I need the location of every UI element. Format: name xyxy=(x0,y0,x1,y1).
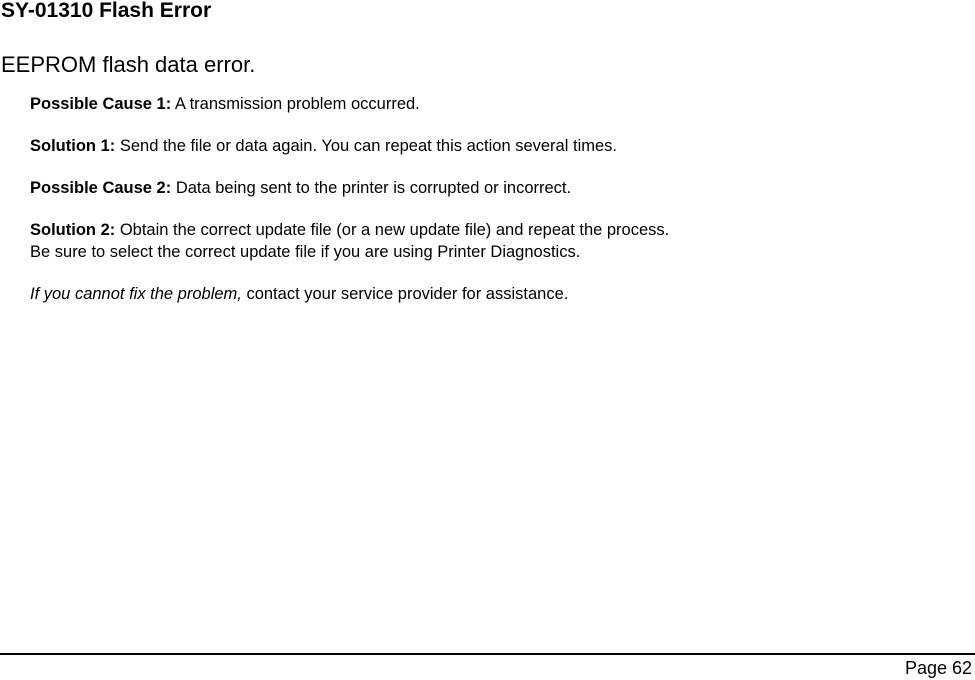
error-description: EEPROM flash data error. xyxy=(1,52,256,77)
possible-cause-2-text: Data being sent to the printer is corrupted or incorrect. xyxy=(171,179,572,197)
solution-2-label: Solution 2: xyxy=(30,221,116,239)
closing-note-text: contact your service provider for assistance. xyxy=(241,285,569,303)
page-title: SY-01310 Flash Error xyxy=(1,0,212,22)
possible-cause-2 xyxy=(30,177,670,199)
possible-cause-2-label: Possible Cause 2: xyxy=(30,179,172,197)
solution-2-text: Obtain the correct update file (or a new update file) and repeat the process. Be sure to select the correct update file if you are using Printer Diagnostics. xyxy=(30,221,670,261)
possible-cause-1-text: A transmission problem occurred. xyxy=(171,95,420,113)
closing-note-emphasis: If you cannot fix the problem, xyxy=(30,285,242,303)
possible-cause-1 xyxy=(30,93,670,115)
solution-1-text: Send the file or data again. You can repeat this action several times. xyxy=(115,137,617,155)
footer-divider xyxy=(0,653,975,655)
page-number: Page 62 xyxy=(904,658,972,678)
troubleshooting-body xyxy=(30,93,670,325)
possible-cause-1-label: Possible Cause 1: xyxy=(30,95,172,113)
closing-note xyxy=(30,283,670,305)
solution-2 xyxy=(30,219,670,263)
solution-1 xyxy=(30,135,670,157)
solution-1-label: Solution 1: xyxy=(30,137,116,155)
